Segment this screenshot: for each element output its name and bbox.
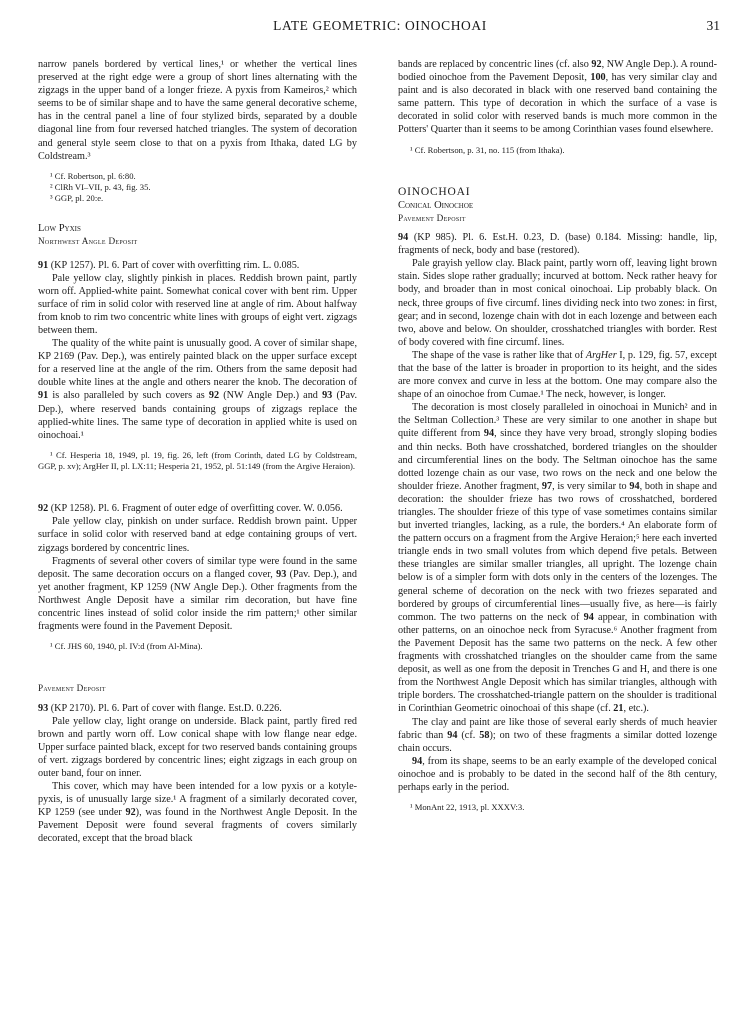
catalog-number: 92 [38, 503, 49, 515]
paragraph: The quality of the white paint is unusually good. A cover of similar shape, KP 2169 (Pav. Dep.), was entirely painted black on the upper surface except for a reserved line at the angle of the rim. Others from the same deposit had double white lines at the angle and others nearer the knob. The decoration of 91 is also paralleled by such covers as 92 (NW Angle Dep.) and 93 (Pav. Dep.), where reserved bands containing groups of zigzags replace the applied-white lines. The same type of decoration in applied white is used on oinochoai.¹ [38, 338, 357, 441]
right-column [398, 58, 717, 813]
footnote: ¹ MonAnt 22, 1913, pl. XXXV:3. [410, 802, 525, 813]
catalog-entry-94: 94 (KP 985). Pl. 6. Est.H. 0.23, D. (base) 0.184. Missing: handle, lip, fragments of neck, body and base (restored). [398, 232, 717, 257]
catalog-entry-91: 91 (KP 1257). Pl. 6. Part of cover with overfitting rim. L. 0.085. [38, 259, 300, 271]
footnote: ¹ Cf. JHS 60, 1940, pl. IV:d (from Al-Mina). [50, 641, 203, 652]
paragraph: The decoration is most closely paralleled in oinochoai in Munich² and in the Seltman Collection.³ These are very similar to one another in shape but quite different from 94, since they have very broad, strongly sloping bodies and thin necks. Both have crosshatched, bordered triangles on the shoulder and circumferential lines on the body. The Seltman oinochoe has the same dotted lozenge chain as our vase, two rows on the neck and one below the shoulder frieze. Another fragment, 97, is very similar to 94, both in shape and decoration: the shoulder frieze has two rows of crosshatched, bordered triangles. The shoulder frieze of this type of vase sometimes contains similar but inverted triangles, lacking, as a rule, the borders.⁴ An elaborate form of the pattern occurs on a fragment from the Argive Heraion;⁵ here each inverted triangle ends in two small volutes from which depend five petals. Between these triangles are similar smaller triangles, all upright. The lozenge chain below is of a simpler form with dots only in the centers of the lozenges. The general scheme of decoration on the neck with two friezes separated and bordered by groups of circumferential lines—usually five, as here—is fairly common. The two patterns on the neck of 94 appear, in combination with other patterns, on an oinochoe neck from Syracuse.⁶ Another fragment from the Pavement Deposit has the same two patterns on the neck. A few other fragments with crosshatched triangles on the shoulder came from the same deposit, as well as one from the deposit in Trenches G and H, and there is one from the Northwest Angle Deposit which has similar triangles, although with triple borders. The crosshatched-triangle pattern on the shoulder is traditional in Corinthian Geometric oinochoai of this shape (cf. 21, etc.). [398, 402, 718, 715]
section-heading: Low Pyxis [38, 223, 81, 235]
footnote: ¹ Cf. Robertson, p. 31, no. 115 (from Ithaka). [410, 144, 565, 155]
footnote: ² ClRh VI–VII, p. 43, fig. 35. [50, 181, 151, 192]
paragraph: This cover, which may have been intended for a low pyxis or a kotyle-pyxis, is of unusually large size.¹ A fragment of a similarly decorated cover, KP 1259 (see under 92), was found in the Northwest Angle Deposit. In the Pavement Deposit were found several fragments of covers similarly decorated, except that the broad black [38, 781, 357, 845]
paragraph: The shape of the vase is rather like that of ArgHer I, p. 129, fig. 57, except that the base of the latter is broader in proportion to its height, and the sides are more convex and curve in less at the bottom. One may compare also the shape of an oinochoe from Cumae.¹ The neck, however, is longer. [398, 349, 717, 401]
paragraph: narrow panels bordered by vertical lines,¹ or whether the vertical lines preserved at the right edge were a group of short lines alternating with the zigzags in the upper band of a longer frieze. A pyxis from Kameiros,² which seems to be of similar shape and to have the same general decorative scheme, has in the central panel a line of four stylized birds, separated by a double diagonal line from four reversed hatched triangles. The system of decoration and general style seem close to that on a pyxis from Ithaka, dated LG by Coldstream.³ [38, 59, 357, 162]
subsection-heading: Conical Oinochoe [398, 199, 474, 211]
paragraph: The clay and paint are like those of several early sherds of much heavier fabric than 94 (cf. 58); on two of these fragments a similar dotted lozenge chain occurs. [398, 716, 718, 754]
running-header [40, 18, 720, 38]
footnote: ³ GGP, pl. 20:e. [50, 193, 104, 204]
catalog-number: 93 [38, 702, 49, 714]
catalog-number: 94 [398, 232, 409, 244]
paragraph: Pale yellow clay, slightly pinkish in places. Reddish brown paint, partly worn off. Applied-white paint. Somewhat conical cover with bent rim. Upper surface of rim in solid color with reserved line at angle of rim. About halfway from knob to rim two concentric white lines with groups of eight vert. zigzags between them. [38, 272, 357, 337]
footnote: ¹ Cf. Robertson, pl. 6:80. [50, 170, 136, 181]
subsection-heading: Pavement Deposit [398, 212, 466, 223]
running-title: LATE GEOMETRIC: OINOCHOAI [273, 18, 487, 33]
catalog-entry-93: 93 (KP 2170). Pl. 6. Part of cover with flange. Est.D. 0.226. [38, 702, 282, 714]
section-heading: OINOCHOAI [398, 185, 471, 198]
left-column [38, 58, 357, 846]
paragraph: Fragments of several other covers of similar type were found in the same deposit. The same decoration occurs on a flanged cover, 93 (Pav. Dep.), and yet another fragment, KP 1259 (NW Angle Dep.). Other fragments from the Northwest Angle Deposit have a similar rim decoration, but have fine concentric lines instead of solid color inside the rim pattern;¹ other similar fragments were found in the Pavement Deposit. [38, 555, 357, 633]
paragraph: Pale yellow clay, light orange on underside. Black paint, partly fired red brown and partly worn off. Low conical shape with low flange near edge. Upper surface painted black, except for two reserved bands containing groups of vert. zigzags bordered by concentric lines; eight zigzags in each group on outer band, four on inner. [38, 715, 357, 779]
page-number: 31 [706, 18, 720, 33]
paragraph: Pale yellow clay, pinkish on under surface. Reddish brown paint. Upper surface in solid color with reserved band at edge containing groups of vert. zigzags bordered by concentric lines. [38, 516, 357, 554]
catalog-number: 91 [38, 259, 49, 271]
subsection-heading: Northwest Angle Deposit [38, 236, 138, 247]
paragraph: 94, from its shape, seems to be an early example of the developed conical oinochoe and is probably to be dated in the second half of the 8th century, perhaps early in the period. [398, 755, 717, 793]
paragraph: Pale grayish yellow clay. Black paint, partly worn off, leaving light brown stain. Sides slope rather gradually; incurved at bottom. Neck rather heavy for body, and broader than in most conical oinochoai. Lip probably black. On neck, three groups of five circumf. lines dividing neck into two zones: in first, gear; and in second, lozenge chain with dot in each lozenge and between each two, above and below. On shoulder, crosshatched triangles with border. Rest of body covered with fine circumf. lines. [398, 258, 717, 348]
footnote: ¹ Cf. Hesperia 18, 1949, pl. 19, fig. 26, left (from Corinth, dated LG by Coldstream, GGP, p. xv); ArgHer II, pl. LX:11; Hesperia 21, 1952, pl. 51:149 (from the Argive Heraion). [38, 449, 357, 472]
subsection-heading: Pavement Deposit [38, 683, 106, 694]
paragraph: bands are replaced by concentric lines (cf. also 92, NW Angle Dep.). A round-bodied oinochoe from the Pavement Deposit, 100, has very similar clay and paint and is also decorated in black with one reserved band containing the same pattern. This type of decoration in which the surface of a vase is decorated in solid color with reserved bands is much more common in the Potters' Quarter than it seems to be among Corinthian vases found elsewhere. [398, 59, 717, 136]
catalog-entry-92: 92 (KP 1258). Pl. 6. Fragment of outer edge of overfitting cover. W. 0.056. [38, 503, 343, 515]
